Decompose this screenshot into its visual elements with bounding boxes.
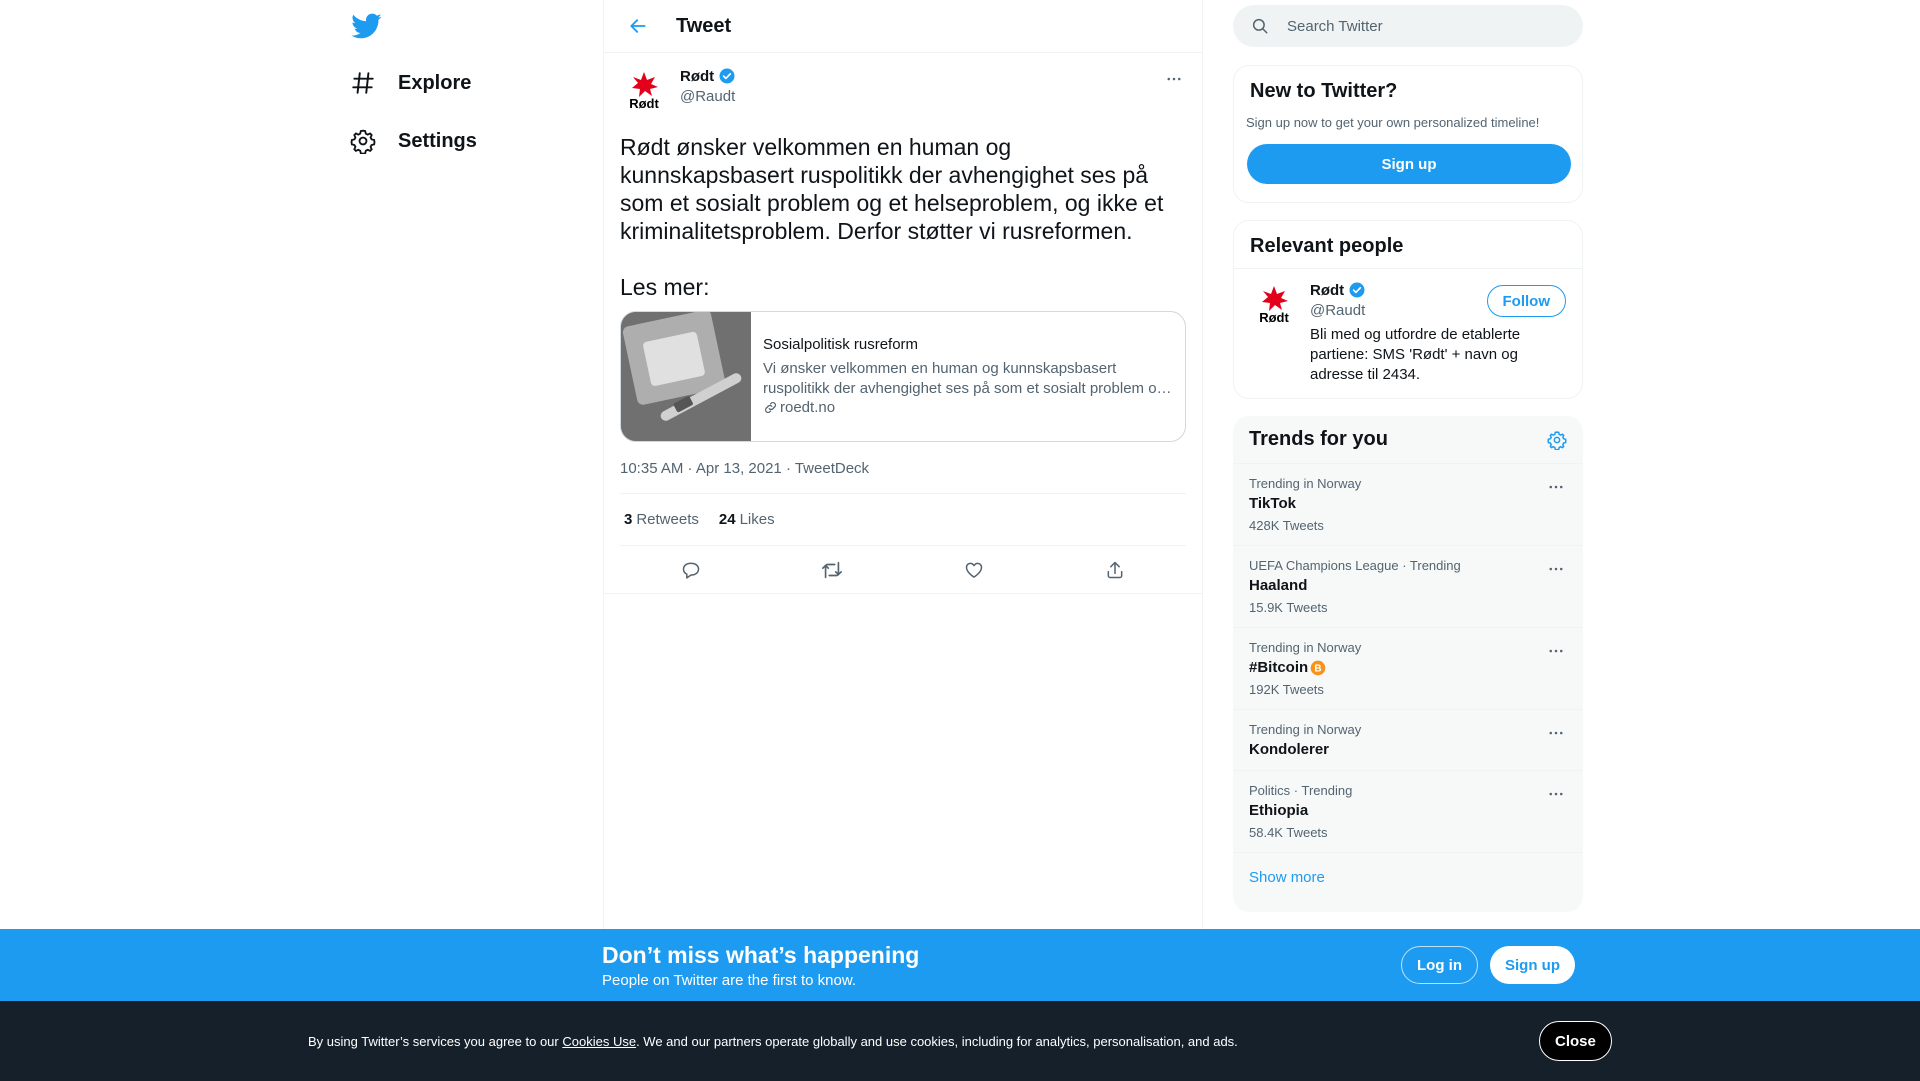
cookie-text-before: By using Twitter’s services you agree to our: [308, 1034, 563, 1049]
like-icon[interactable]: [957, 553, 991, 587]
avatar-text: Rødt: [629, 96, 659, 111]
trend-item[interactable]: [1233, 546, 1583, 628]
retweets-number: 3: [624, 511, 633, 528]
person-handle[interactable]: @Raudt: [1310, 302, 1366, 319]
trends-header: [1233, 416, 1583, 464]
trend-name: [1249, 577, 1567, 594]
tweet-author: [620, 67, 1186, 115]
trend-count: 58.4K Tweets: [1249, 825, 1328, 840]
signup-banner: [0, 929, 1920, 1001]
show-more-link[interactable]: Show more: [1249, 869, 1325, 886]
page-title: Tweet: [676, 14, 732, 37]
likes-count[interactable]: [719, 511, 775, 528]
author-name-text: Rødt: [680, 67, 715, 85]
twitter-logo-icon[interactable]: [350, 10, 382, 42]
verified-badge-icon: [1348, 281, 1366, 299]
follow-button[interactable]: Follow: [1487, 285, 1567, 317]
retweets-label: Retweets: [636, 511, 699, 528]
trend-name-text: TikTok: [1249, 495, 1296, 512]
banner-subtitle: People on Twitter are the first to know.: [602, 972, 857, 989]
search-box: [1233, 5, 1583, 47]
more-options-icon[interactable]: [1545, 476, 1567, 498]
card-description: Vi ønsker velkommen en human og kunnskapsbasert ruspolitikk der avhengighet ses på som et sosialt problem og: [763, 360, 1165, 397]
share-icon[interactable]: [1098, 553, 1132, 587]
retweet-icon[interactable]: [815, 553, 849, 587]
more-options-icon[interactable]: [1545, 783, 1567, 805]
trend-item[interactable]: [1233, 771, 1583, 853]
author-name[interactable]: [680, 67, 736, 85]
svg-text:B: B: [1314, 662, 1322, 674]
card-title: Sosialpolitisk rusreform: [763, 336, 919, 353]
author-handle[interactable]: @Raudt: [680, 88, 736, 105]
trends-settings-icon[interactable]: [1547, 430, 1567, 450]
card-image: [621, 312, 751, 442]
trend-item[interactable]: [1233, 628, 1583, 710]
likes-label: Likes: [739, 511, 775, 528]
likes-number: 24: [718, 511, 736, 528]
person-avatar[interactable]: [1250, 281, 1298, 329]
card-domain: [763, 399, 1173, 416]
tweet-timestamp[interactable]: 10:35 AM · Apr 13, 2021 · TweetDeck: [620, 460, 1186, 494]
login-button[interactable]: Log in: [1401, 946, 1478, 984]
search-input[interactable]: [1287, 18, 1547, 35]
verified-badge-icon: [718, 67, 736, 85]
trends-title: Trends for you: [1249, 428, 1388, 450]
hashtag-icon: [350, 70, 376, 96]
bitcoin-icon: [1310, 660, 1326, 676]
new-to-twitter-panel: [1233, 65, 1583, 203]
banner-title: Don’t miss what’s happening: [602, 942, 920, 968]
nav-settings-label: Settings: [398, 129, 477, 152]
trend-item[interactable]: [1233, 464, 1583, 546]
trend-item[interactable]: [1233, 710, 1583, 771]
trend-name: [1249, 802, 1567, 819]
main-column: [603, 0, 1203, 1081]
reply-icon[interactable]: [674, 553, 708, 587]
person-name-text: Rødt: [1310, 281, 1345, 299]
link-icon: [763, 400, 778, 415]
trend-meta: Politics · Trending: [1249, 783, 1353, 798]
cookie-close-button[interactable]: Close: [1539, 1021, 1612, 1061]
person-card[interactable]: [1234, 269, 1582, 397]
avatar[interactable]: [620, 67, 668, 115]
link-card[interactable]: [620, 311, 1186, 442]
trend-name-text: #Bitcoin: [1249, 659, 1309, 676]
cookie-text: [308, 1034, 1238, 1049]
trend-name-text: Ethiopia: [1249, 802, 1309, 819]
trend-meta: Trending in Norway: [1249, 722, 1362, 737]
tweet-text-more: Les mer:: [620, 274, 710, 300]
more-options-icon[interactable]: [1545, 722, 1567, 744]
tweet-stats: [620, 494, 1186, 546]
search-icon: [1233, 17, 1269, 35]
new-to-twitter-subtitle: Sign up now to get your own personalized timeline!: [1246, 115, 1540, 130]
trend-meta: UEFA Champions League · Trending: [1249, 558, 1461, 573]
trend-name: [1249, 495, 1567, 512]
cookie-bar: [0, 1001, 1920, 1081]
relevant-people-panel: [1233, 220, 1583, 399]
trends-panel: [1233, 416, 1583, 912]
tweet-text: Rødt ønsker velkommen en human og kunnskapsbasert ruspolitikk der avhengighet ses på som et sosialt problem og et helseproblem, og ikke et kriminalitetsproblem. Derfor støtter vi rusreformen.: [620, 134, 1164, 244]
nav-explore-label: Explore: [398, 71, 472, 94]
person-bio: Bli med og utfordre de etablerte partiene: SMS 'Rødt' + navn og adresse til 2434.: [1310, 326, 1521, 383]
trend-name-text: Haaland: [1249, 577, 1308, 594]
nav-settings[interactable]: [350, 117, 477, 165]
back-arrow-icon[interactable]: [621, 9, 655, 43]
trend-name: [1249, 741, 1567, 758]
relevant-people-title: Relevant people: [1234, 221, 1582, 269]
more-options-icon[interactable]: [1162, 67, 1186, 91]
trend-name: [1249, 659, 1567, 676]
trend-meta: Trending in Norway: [1249, 640, 1362, 655]
trend-name-text: Kondolerer: [1249, 741, 1330, 758]
cookies-use-link[interactable]: Cookies Use: [562, 1034, 637, 1049]
banner-signup-button[interactable]: Sign up: [1490, 946, 1575, 984]
new-to-twitter-title: New to Twitter?: [1250, 80, 1398, 102]
person-avatar-text: Rødt: [1259, 310, 1289, 325]
cookie-text-after: . We and our partners operate globally and use cookies, including for analytics, personalisation, and ads.: [636, 1034, 1238, 1049]
trend-meta: Trending in Norway: [1249, 476, 1362, 491]
trend-count: 15.9K Tweets: [1249, 600, 1328, 615]
tweet-actions: [604, 546, 1202, 594]
more-options-icon[interactable]: [1545, 640, 1567, 662]
trend-count: 428K Tweets: [1249, 518, 1324, 533]
card-domain-text: roedt.no: [780, 399, 836, 416]
page-header: [604, 0, 1202, 53]
nav-explore[interactable]: [350, 59, 471, 107]
gear-icon: [350, 128, 376, 154]
more-options-icon[interactable]: [1545, 558, 1567, 580]
trend-count: 192K Tweets: [1249, 682, 1324, 697]
tweet: [604, 67, 1202, 594]
retweets-count[interactable]: [624, 511, 699, 528]
sidebar-signup-button[interactable]: Sign up: [1247, 144, 1571, 184]
